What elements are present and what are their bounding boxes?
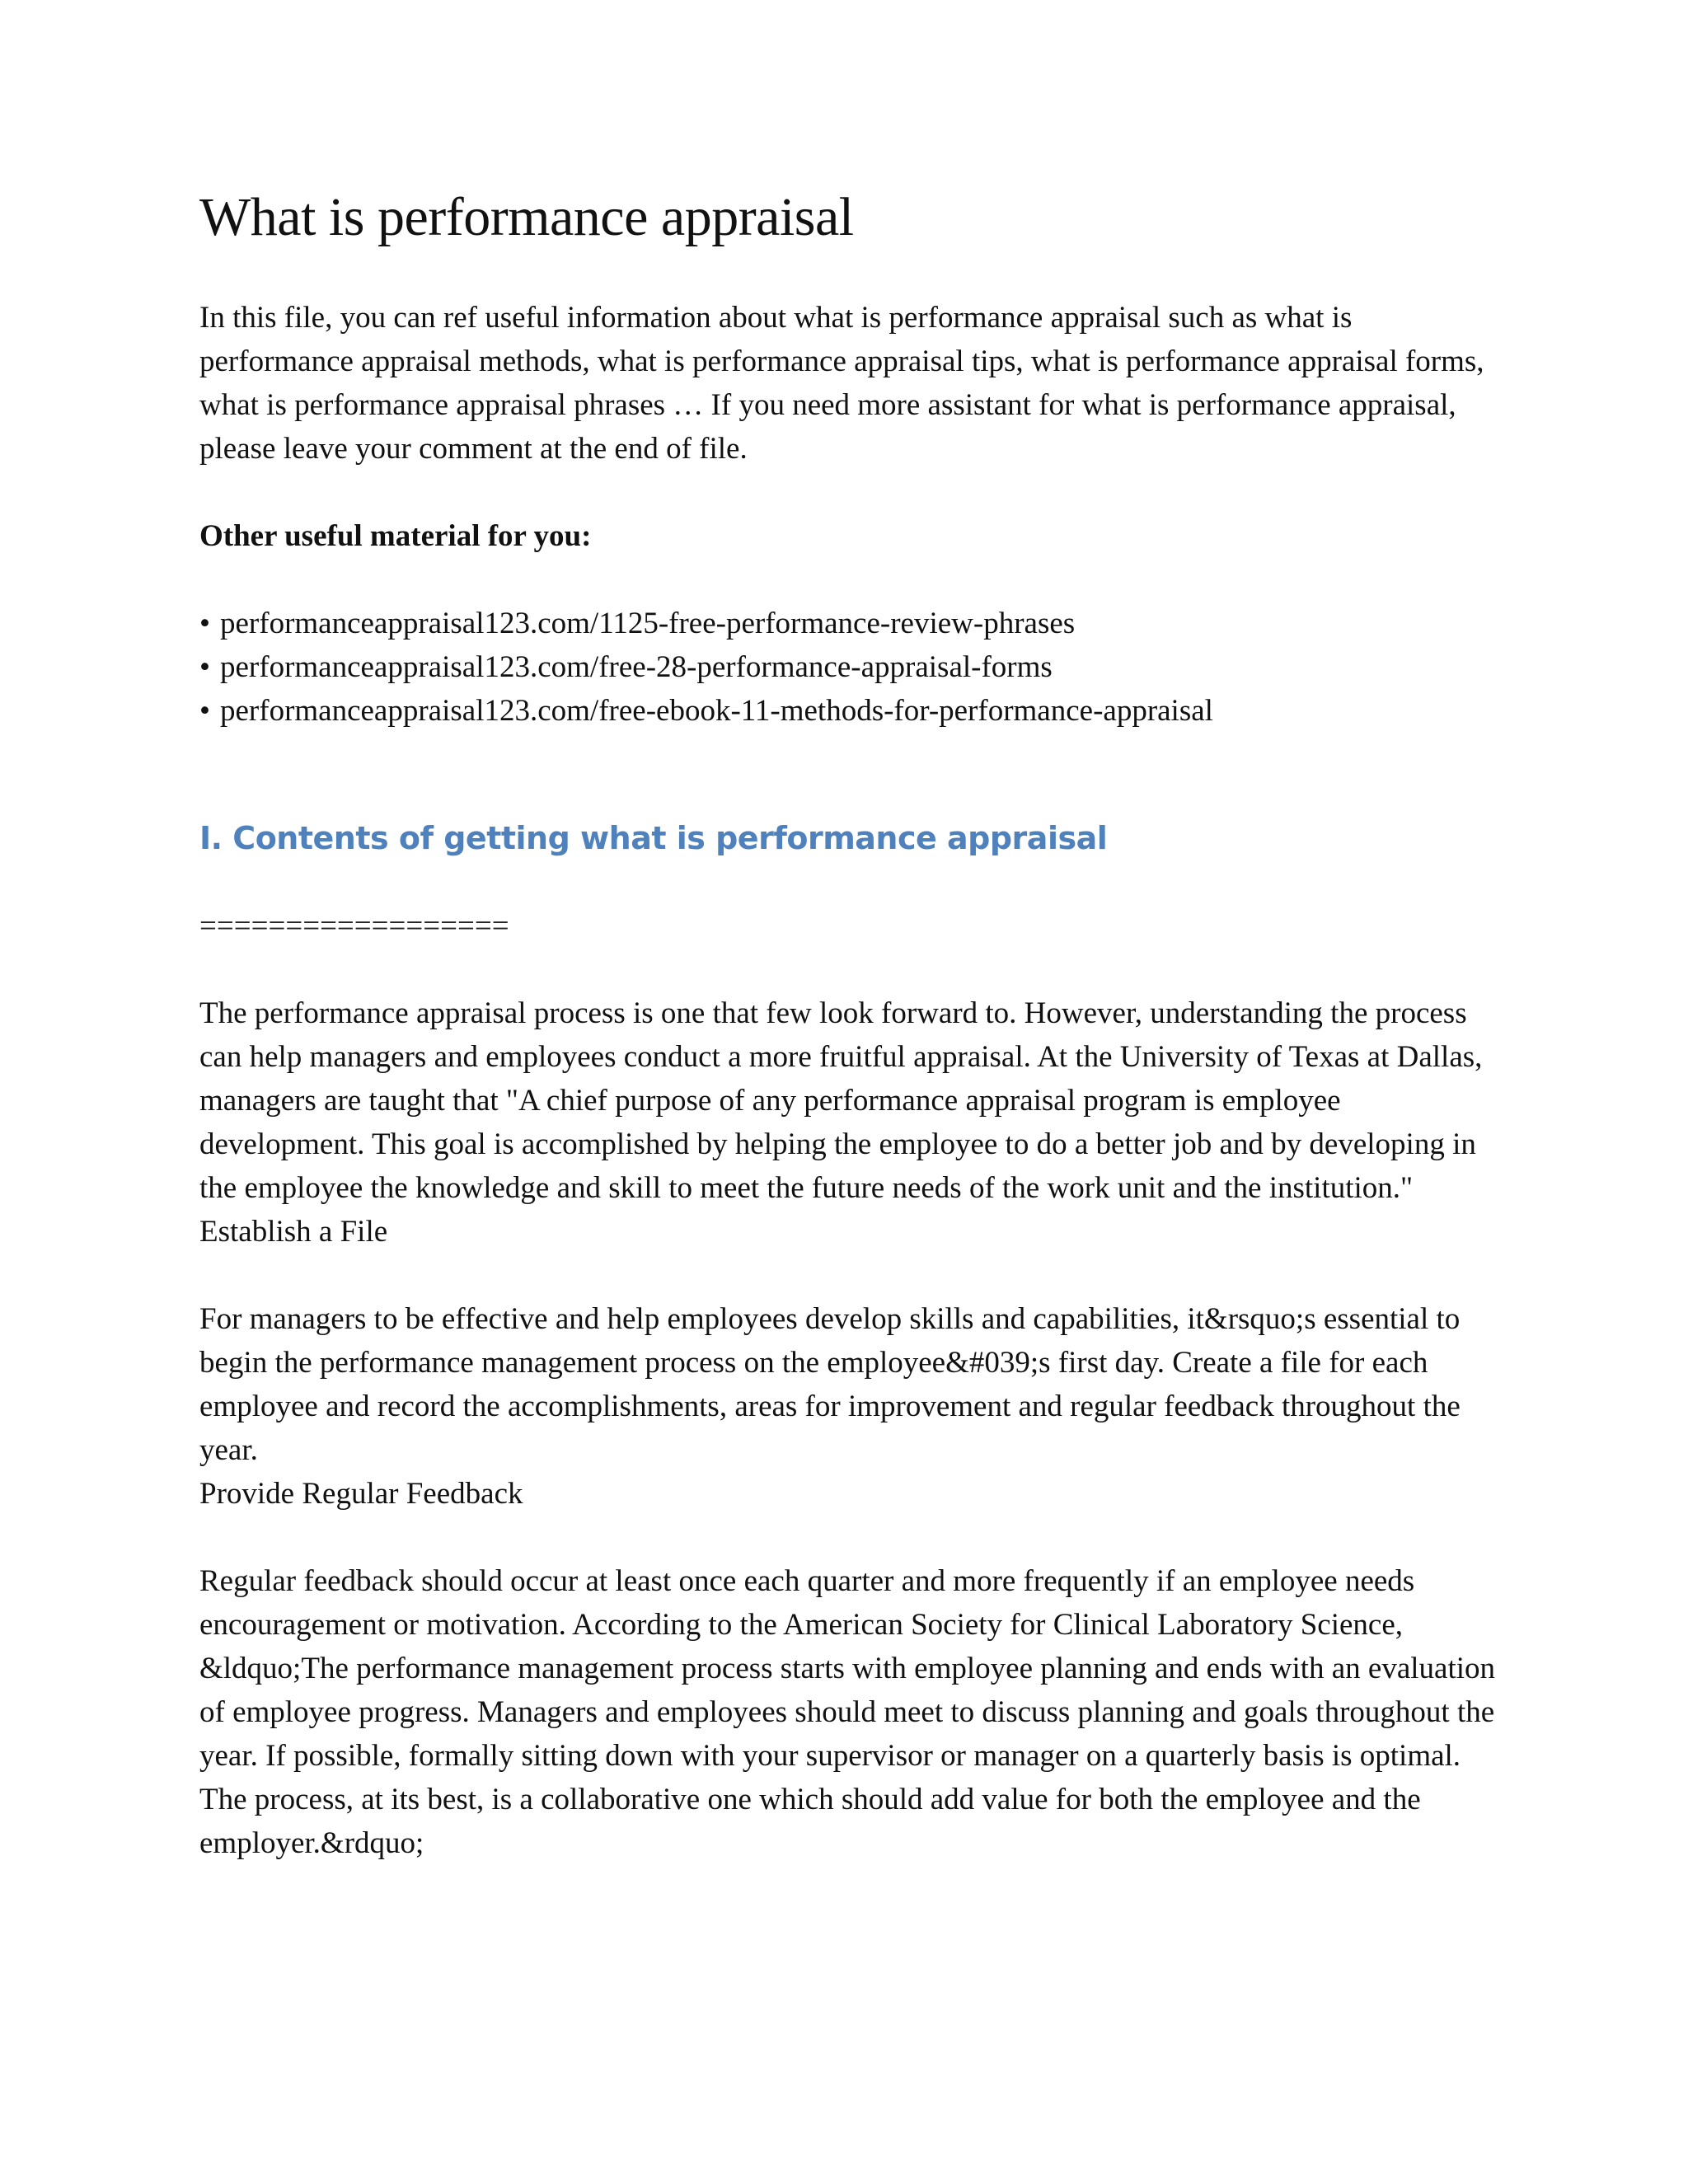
document-title: What is performance appraisal xyxy=(199,187,854,247)
intro-paragraph: In this file, you can ref useful information about what is performance appraisal such as what is performance appraisal methods, what is performance appraisal tips, what is performance appraisal forms, what is performance appraisal phrases … If you need more assistant for what is performance appraisal, please leave your comment at the end of file. xyxy=(199,300,1484,466)
material-link-2[interactable]: • performanceappraisal123.com/free-28-performance-appraisal-forms xyxy=(199,645,1510,689)
material-link-1[interactable]: • performanceappraisal123.com/1125-free-performance-review-phrases xyxy=(199,602,1510,645)
spacer xyxy=(199,733,1510,817)
subheading-establish-file: Establish a File xyxy=(199,1214,388,1249)
body-paragraph-2: For managers to be effective and help employees develop skills and capabilities, it&rsquo;s essential to begin the performance management process on the employee&#039;s first day. Create a file for each employee and record the accomplishments, areas for improvement and regular feedback throughout the year. xyxy=(199,1301,1461,1467)
spacer xyxy=(199,558,1510,602)
spacer xyxy=(199,860,1510,904)
document-page xyxy=(199,188,1510,1865)
material-link-3[interactable]: • performanceappraisal123.com/free-ebook-11-methods-for-performance-appraisal xyxy=(199,689,1510,733)
section-heading: I. Contents of getting what is performance appraisal xyxy=(199,819,1108,856)
spacer xyxy=(199,1254,1510,1297)
material-link-list xyxy=(199,602,1510,733)
subheading-regular-feedback: Provide Regular Feedback xyxy=(199,1476,523,1511)
body-paragraph-3: Regular feedback should occur at least once each quarter and more frequently if an employee needs encouragement or motivation. According to the American Society for Clinical Laboratory Science, &ldquo;The performance management process starts with employee planning and ends with an evaluation of employee progress. Managers and employees should meet to discuss planning and goals throughout the year. If possible, formally sitting down with your supervisor or manager on a quarterly basis is optimal. The process, at its best, is a collaborative one which should add value for both the employee and the employer.&rdquo; xyxy=(199,1563,1496,1860)
spacer xyxy=(199,1516,1510,1559)
spacer xyxy=(199,471,1510,514)
body-paragraph-1: The performance appraisal process is one that few look forward to. However, understanding the process can help managers and employees conduct a more fruitful appraisal. At the University of Texas at Dallas, managers are taught that "A chief purpose of any performance appraisal program is employee development. This goal is accomplished by helping the employee to do a better job and by developing in the employee the knowledge and skill to meet the future needs of the work unit and the institution." xyxy=(199,996,1483,1205)
other-material-label: Other useful material for you: xyxy=(199,518,592,553)
spacer xyxy=(199,948,1510,991)
divider-text: ================== xyxy=(199,908,509,943)
